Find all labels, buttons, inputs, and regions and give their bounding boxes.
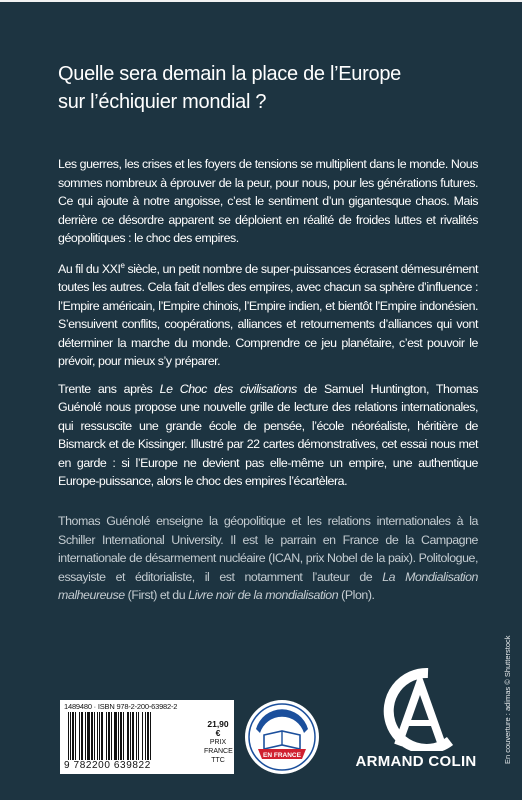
p2-start: Au fil du XXI: [58, 261, 121, 276]
blurb: [58, 155, 478, 500]
bio-book-1: La Mondialisation malheureuse: [58, 569, 478, 602]
barcode-bar: [118, 712, 119, 760]
price-block: [204, 720, 232, 765]
publisher-name: ARMAND COLIN: [355, 753, 477, 770]
headline-line-1: Quelle sera demain la place de l’Europe: [58, 63, 401, 85]
price-note-1: PRIX: [209, 739, 227, 746]
badge-bottom-text: EN FRANCE: [263, 752, 301, 759]
century-superscript: e: [120, 260, 125, 270]
barcode-bar: [111, 712, 112, 760]
blurb-paragraph-2: [58, 257, 478, 371]
barcode-bar: [99, 712, 100, 760]
imprime-en-france-badge: [244, 699, 320, 775]
barcode-bar: [94, 712, 95, 760]
top-border: [0, 0, 522, 2]
cover-credit: En couverture : adimas © Shutterstock: [503, 635, 512, 764]
barcode-panel: [60, 700, 234, 774]
headline-line-2: sur l’échiquier mondial ?: [58, 91, 267, 113]
blurb-paragraph-1: Les guerres, les crises et les foyers de tensions se multiplient dans le monde. Nous sommes nombreux à éprouver de la peur, pour nous, pour les générations futures. Ce qui ajoute à notre angoisse, c’est le sentiment d’un gigantesque chaos. Mais derrière ce désordre apparent se déploient en réalité de froides luttes et rivalités géopolitiques : le choc des empires.: [58, 157, 478, 245]
barcode-bar: [87, 712, 90, 760]
barcode-bar: [130, 712, 131, 760]
price-note-3: TTC: [211, 757, 225, 764]
barcode-bar: [72, 712, 74, 760]
barcode-number: 9 782200 639822: [64, 760, 151, 771]
barcode-bar: [97, 712, 98, 760]
barcode-bar: [147, 712, 149, 760]
bio-text-middle: (First) et du: [124, 588, 189, 602]
barcode-bar: [123, 712, 124, 760]
badge-top-text: IMPRIMÉ: [267, 724, 297, 731]
p3-rest: de Samuel Huntington, Thomas Guénolé nous propose une nouvelle grille de lecture des relations internationales, qui ressuscite une grande école de pensée, l’école néoréaliste, héritière de Bismarck et de Kissinger. Illustré par 22 cartes démonstratives, cet essai nous met en garde : si l’Europe ne devient pas elle-même un empire, une authentique Europe-puissance, alors le choc des empires l’écartèlera.: [58, 381, 478, 489]
headline: [58, 60, 478, 116]
author-bio: [58, 512, 478, 605]
barcode-bar: [101, 712, 103, 760]
barcode-bar: [68, 712, 69, 760]
barcode-bar: [70, 712, 71, 760]
price: 21,90 €: [207, 719, 229, 738]
barcode-bar: [106, 712, 107, 760]
barcode-bar: [145, 712, 146, 760]
barcode-bar: [138, 712, 139, 760]
barcode-bar: [91, 712, 93, 760]
barcode-bar: [75, 712, 76, 760]
price-note-2: FRANCE: [204, 748, 233, 755]
barcode-bar: [81, 712, 83, 760]
isbn-header: 1489480 · ISBN 978-2-200-63982-2: [64, 702, 178, 711]
armand-colin-ac-monogram-icon: [358, 665, 474, 751]
barcode-bar: [79, 712, 80, 760]
barcode-bar: [114, 712, 117, 760]
barcode-bar: [150, 712, 151, 760]
barcode-bar: [142, 712, 143, 760]
barcode-bar: [132, 712, 134, 760]
barcode-bars: [66, 712, 200, 760]
bio-text: Thomas Guénolé enseigne la géopolitique et les relations internationales à la Schiller International University. Il est le parrain en France de la Campagne internationale de désarmement nucléaire (ICAN, prix Nobel de la paix). Politologue, essayiste et éditorialiste, il est notamment l’auteur de: [58, 514, 478, 584]
blurb-paragraph-3: [58, 380, 478, 491]
huntington-title: Le Choc des civilisations: [159, 381, 297, 396]
bio-text-end: (Plon).: [338, 588, 375, 602]
bio-book-2: Livre noir de la mondialisation: [188, 588, 339, 602]
barcode-bar: [120, 712, 122, 760]
barcode-bar: [127, 712, 129, 760]
barcode-bar: [136, 712, 137, 760]
p3-start: Trente ans après: [58, 381, 160, 396]
p2-rest: siècle, un petit nombre de super-puissances écrasent démesurément toutes les autres. Cela fait d’elles des empires, avec chacun sa sphère d’influence : l’Empire américain, l’Empire chinois, l’Empire indien, et bientôt l’Empire indonésien. S’ensuivent conflits, coopérations, alliances et retournements d’alliances qui vont déterminer la marche du monde. Comprendre ce jeu planétaire, c’est pouvoir le prévoir, pour mieux s’y préparer.: [58, 261, 478, 369]
barcode-bar: [108, 712, 110, 760]
barcode-bar: [85, 712, 86, 760]
